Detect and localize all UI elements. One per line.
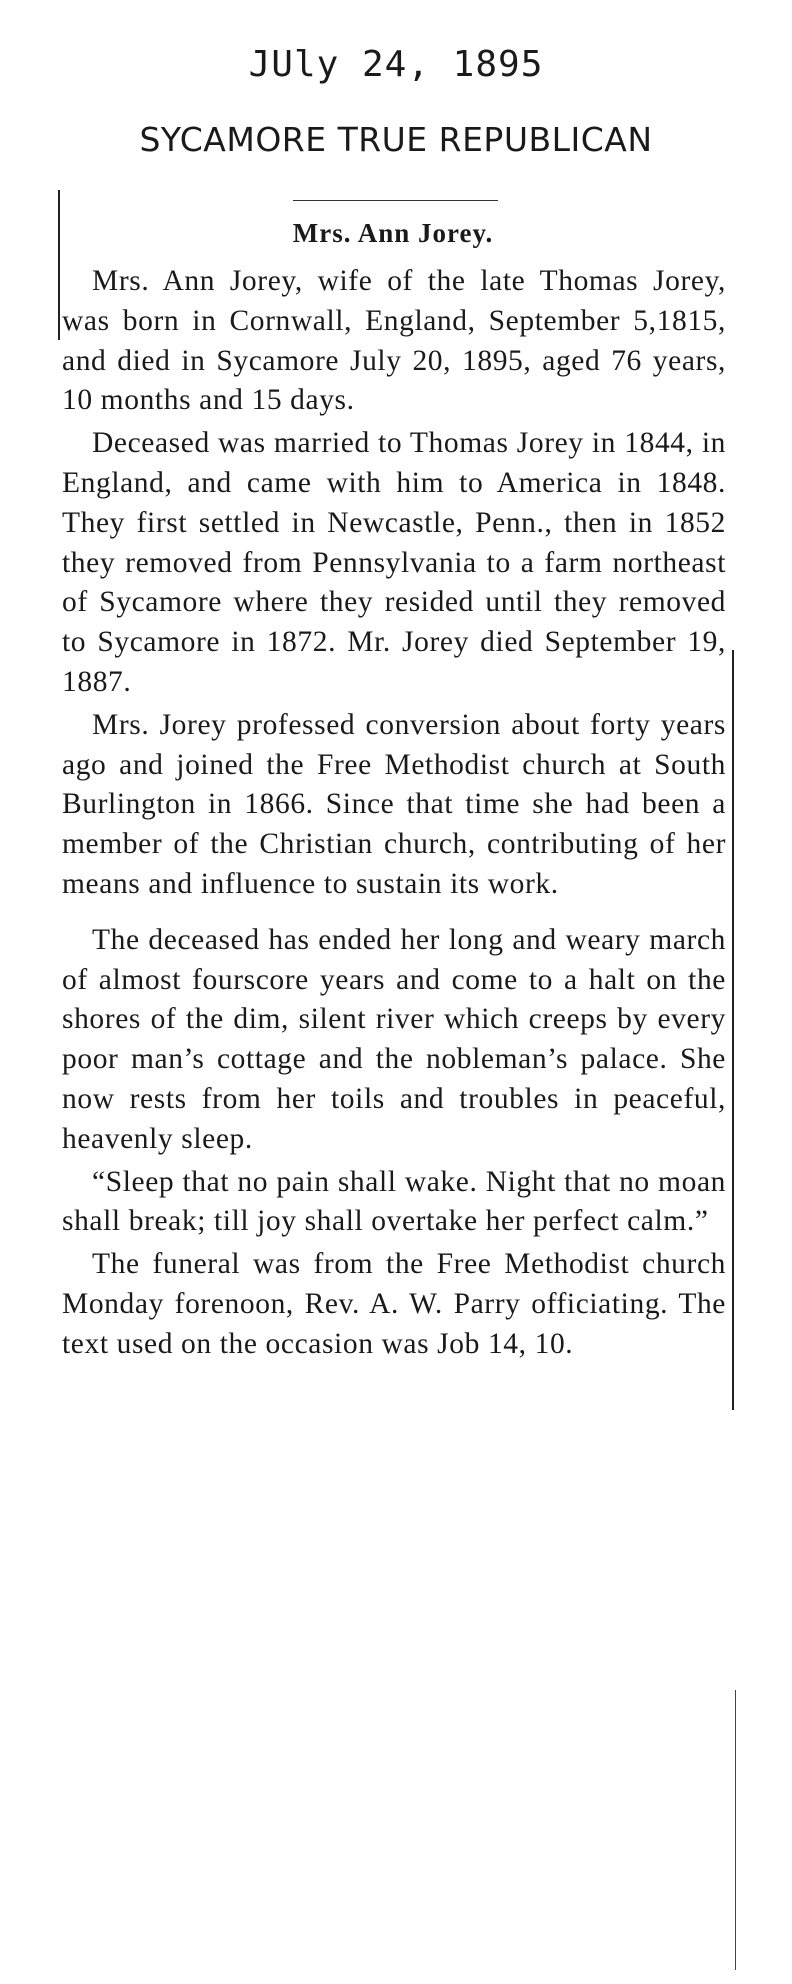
publication-date: JUly 24, 1895 — [248, 44, 544, 85]
article-paragraph: Deceased was married to Thomas Jorey in 1844, in England, and came with him to America in 1848. They first settled in Newcastle, Penn., then in 1852 they removed from Pennsylvania to a farm northeast of Sycamore where they resided until they removed to Sycamore in 1872. Mr. Jorey died September 19, 1887. — [62, 427, 726, 698]
headline-rule — [293, 200, 498, 201]
article-paragraph: The funeral was from the Free Methodist church Monday forenoon, Rev. A. W. Parry officiating. The text used on the occasion was Job 14, 10. — [62, 1248, 726, 1360]
newspaper-name: SYCAMORE TRUE REPUBLICAN — [139, 120, 653, 159]
clipping-edge-right-lower — [735, 1690, 736, 1970]
clipping-edge-left — [58, 190, 60, 340]
article-headline: Mrs. Ann Jorey. — [292, 218, 494, 248]
article-paragraph: “Sleep that no pain shall wake. Night that no moan shall break; till joy shall overtake her perfect calm.” — [62, 1165, 726, 1238]
newspaper-clipping — [58, 190, 728, 1960]
clipping-edge-right — [732, 650, 734, 1410]
article-paragraph: The deceased has ended her long and weary march of almost fourscore years and come to a halt on the shores of the dim, silent river which creeps by every poor man’s cottage and the nobleman’s palace. She now rests from her toils and troubles in peaceful, heavenly sleep. — [62, 923, 726, 1155]
article-paragraph: Mrs. Jorey professed conversion about forty years ago and joined the Free Methodist church at South Burlington in 1866. Since that time she had been a member of the Christian church, contributing of her means and influence to sustain its work. — [62, 708, 726, 900]
article-body — [62, 262, 726, 1368]
article-paragraph: Mrs. Ann Jorey, wife of the late Thomas Jorey, was born in Cornwall, England, September 5,1815, and died in Sycamore July 20, 1895, aged 76 years, 10 months and 15 days. — [62, 265, 726, 417]
